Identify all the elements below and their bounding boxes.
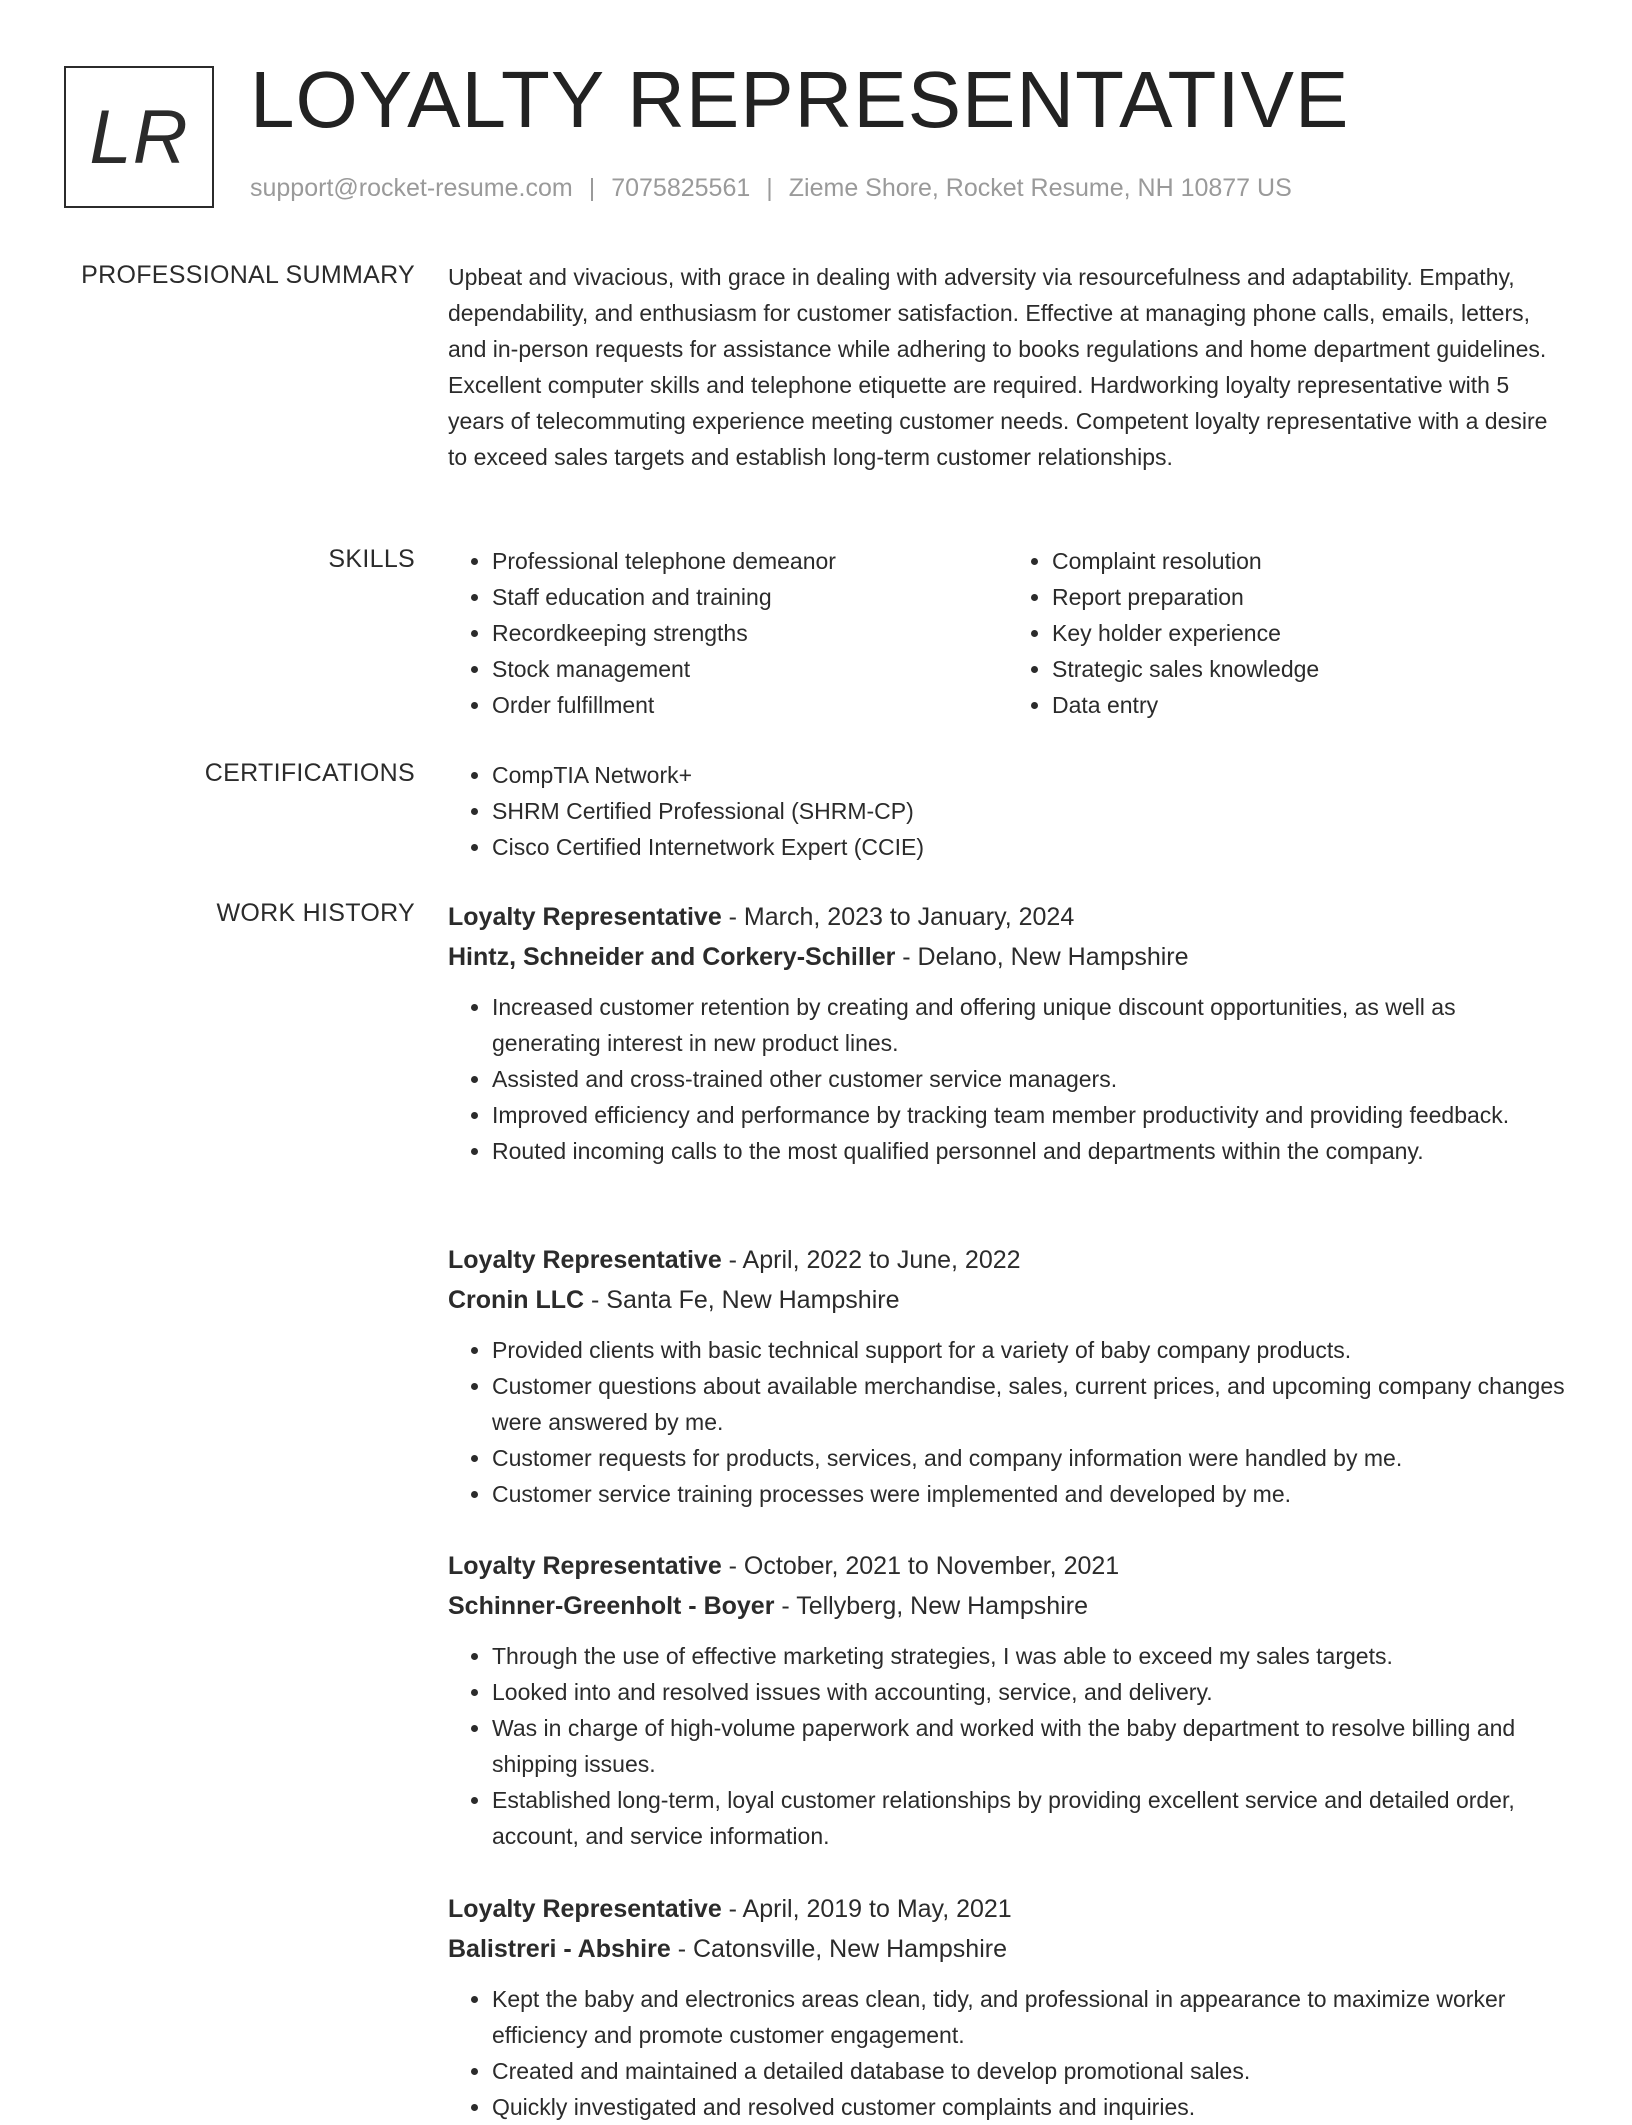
job-bullet: • Routed incoming calls to the most qualified personnel and departments within the company. xyxy=(492,1133,1568,1169)
job-bullet: • Customer questions about available merchandise, sales, current prices, and upcoming company changes were answered by me. xyxy=(492,1368,1568,1440)
skill-item: • Report preparation xyxy=(1052,579,1568,615)
job-company-line xyxy=(448,937,1568,977)
job-bullet: • Assisted and cross-trained other customer service managers. xyxy=(492,1061,1568,1097)
job-location: - Santa Fe, New Hampshire xyxy=(584,1286,900,1314)
certifications-list xyxy=(448,757,1568,865)
job-bullets xyxy=(448,1981,1568,2125)
job-bullet: • Increased customer retention by creating and offering unique discount opportunities, as well as generating interest in new product lines. xyxy=(492,989,1568,1061)
job-dates: - April, 2022 to June, 2022 xyxy=(721,1246,1021,1274)
job-entry xyxy=(448,1546,1568,1854)
job-company-line xyxy=(448,1929,1568,1969)
job-company: Hintz, Schneider and Corkery-Schiller xyxy=(448,943,896,971)
job-bullet: • Customer requests for products, services, and company information were handled by me. xyxy=(492,1440,1568,1476)
job-title-line xyxy=(448,897,1568,937)
job-bullet: • Created and maintained a detailed database to develop promotional sales. xyxy=(492,2053,1568,2089)
certification-item: • CompTIA Network+ xyxy=(492,757,1568,793)
skill-item: • Order fulfillment xyxy=(492,687,1008,723)
section-title: CERTIFICATIONS xyxy=(204,759,415,787)
job-dates: - October, 2021 to November, 2021 xyxy=(721,1552,1120,1580)
section-title: WORK HISTORY xyxy=(216,899,415,927)
skill-item: • Stock management xyxy=(492,651,1008,687)
job-bullet: • Through the use of effective marketing strategies, I was able to exceed my sales targets. xyxy=(492,1638,1568,1674)
job-bullet: • Looked into and resolved issues with accounting, service, and delivery. xyxy=(492,1674,1568,1710)
job-role: Loyalty Representative xyxy=(448,1552,722,1580)
skills-list-left xyxy=(448,543,1008,723)
job-bullet: • Improved efficiency and performance by tracking team member productivity and providing feedback. xyxy=(492,1097,1568,1133)
job-company-line xyxy=(448,1586,1568,1626)
skill-item: • Recordkeeping strengths xyxy=(492,615,1008,651)
job-entry xyxy=(448,1889,1568,2125)
job-entry xyxy=(448,1240,1568,1512)
email: support@rocket-resume.com xyxy=(250,174,573,202)
skills-list-right xyxy=(1008,543,1568,723)
job-dates: - April, 2019 to May, 2021 xyxy=(721,1895,1012,1923)
job-title-line xyxy=(448,1546,1568,1586)
resume-title: LOYALTY REPRESENTATIVE xyxy=(250,55,1350,144)
job-company: Cronin LLC xyxy=(448,1286,585,1314)
job-bullet: • Customer service training processes were implemented and developed by me. xyxy=(492,1476,1568,1512)
section-title: PROFESSIONAL SUMMARY xyxy=(81,261,415,289)
job-entry xyxy=(448,897,1568,1169)
job-company: Schinner-Greenholt - Boyer xyxy=(448,1592,775,1620)
skill-item: • Strategic sales knowledge xyxy=(1052,651,1568,687)
skill-item: • Complaint resolution xyxy=(1052,543,1568,579)
job-bullet: • Provided clients with basic technical support for a variety of baby company products. xyxy=(492,1332,1568,1368)
job-bullet: • Kept the baby and electronics areas clean, tidy, and professional in appearance to maximize worker efficiency and promote customer engagement. xyxy=(492,1981,1568,2053)
job-dates: - March, 2023 to January, 2024 xyxy=(721,903,1075,931)
contact-line xyxy=(250,174,1292,203)
job-location: - Delano, New Hampshire xyxy=(895,943,1189,971)
skill-item: • Staff education and training xyxy=(492,579,1008,615)
separator: | xyxy=(766,174,773,202)
certification-item: • Cisco Certified Internetwork Expert (CCIE) xyxy=(492,829,1568,865)
monogram: LR xyxy=(64,66,214,208)
phone: 7075825561 xyxy=(611,174,751,202)
certification-item: • SHRM Certified Professional (SHRM-CP) xyxy=(492,793,1568,829)
job-bullet: • Quickly investigated and resolved customer complaints and inquiries. xyxy=(492,2089,1568,2125)
job-title-line xyxy=(448,1240,1568,1280)
summary-text: Upbeat and vivacious, with grace in dealing with adversity via resourcefulness and adaptability. Empathy, dependability, and enthusiasm for customer satisfaction. Effective at managing phone calls, emails, letters, and in-person requests for assistance while adhering to books regulations and home department guidelines. Excellent computer skills and telephone etiquette are required. Hardworking loyalty representative with 5 years of telecommuting experience meeting customer needs. Competent loyalty representative with a desire to exceed sales targets and establish long-term customer relationships. xyxy=(448,264,1548,470)
separator: | xyxy=(588,174,596,202)
job-title-line xyxy=(448,1889,1568,1929)
job-company-line xyxy=(448,1280,1568,1320)
job-location: - Catonsville, New Hampshire xyxy=(670,1935,1007,1963)
job-bullets xyxy=(448,1638,1568,1854)
job-role: Loyalty Representative xyxy=(448,1246,722,1274)
skill-item: • Professional telephone demeanor xyxy=(492,543,1008,579)
job-company: Balistreri - Abshire xyxy=(448,1935,671,1963)
job-role: Loyalty Representative xyxy=(448,1895,722,1923)
job-location: - Tellyberg, New Hampshire xyxy=(774,1592,1088,1620)
job-bullet: • Established long-term, loyal customer relationships by providing excellent service and detailed order, account, and service information. xyxy=(492,1782,1568,1854)
skill-item: • Key holder experience xyxy=(1052,615,1568,651)
job-bullets xyxy=(448,989,1568,1169)
job-bullets xyxy=(448,1332,1568,1512)
address: Zieme Shore, Rocket Resume, NH 10877 US xyxy=(788,174,1292,202)
skill-item: • Data entry xyxy=(1052,687,1568,723)
job-bullet: • Was in charge of high-volume paperwork and worked with the baby department to resolve billing and shipping issues. xyxy=(492,1710,1568,1782)
section-title: SKILLS xyxy=(328,545,415,573)
job-role: Loyalty Representative xyxy=(448,903,722,931)
